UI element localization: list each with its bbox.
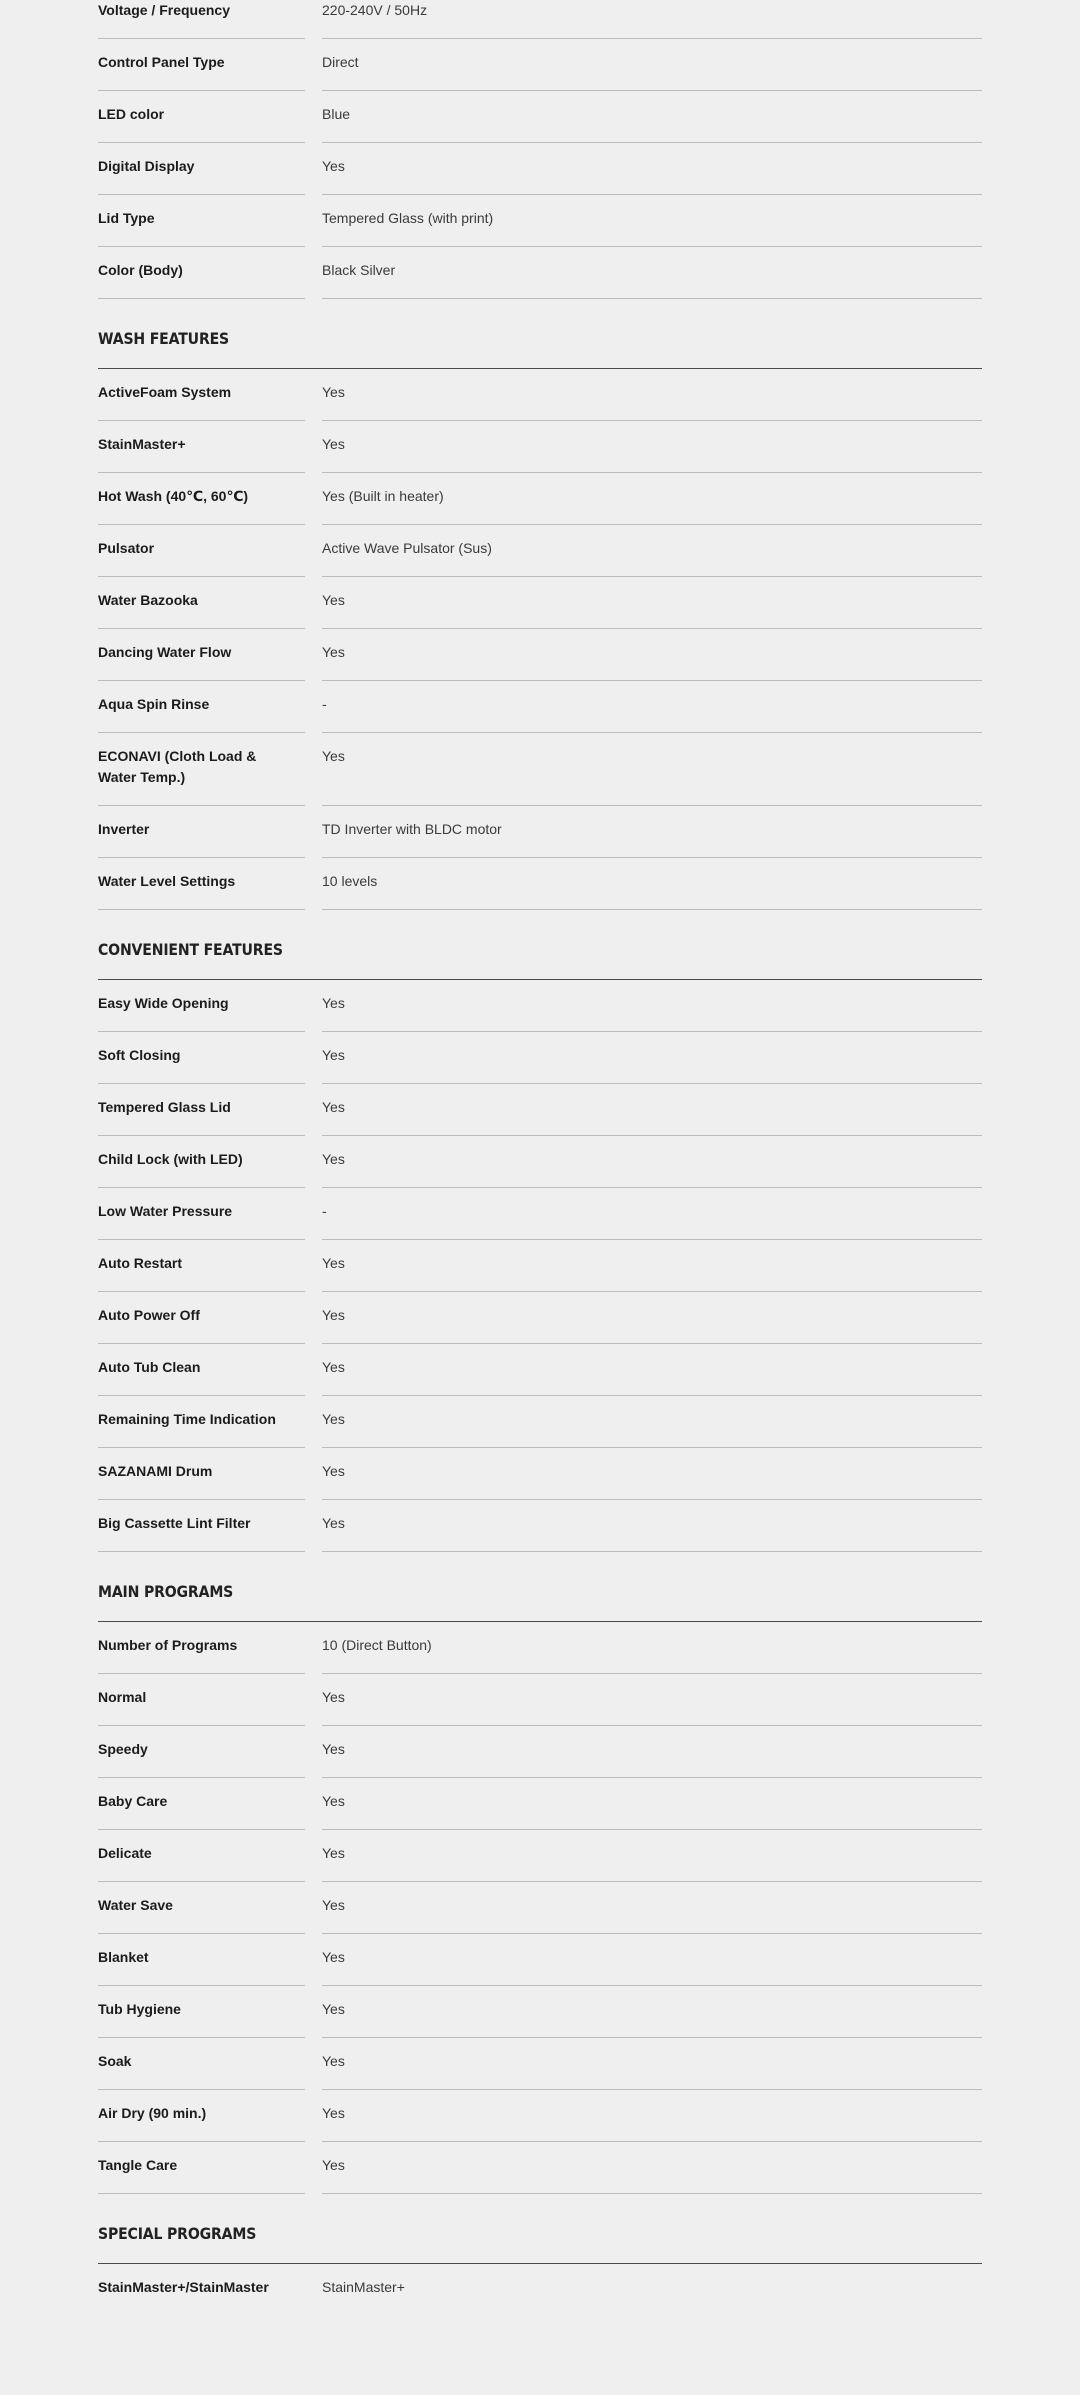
spec-value: Yes bbox=[322, 1895, 982, 1934]
spec-label: Aqua Spin Rinse bbox=[98, 694, 305, 733]
spec-row-digital-display bbox=[98, 143, 982, 195]
spec-value: Yes bbox=[322, 1149, 982, 1188]
spec-row-control-panel bbox=[98, 39, 982, 91]
spec-label: Control Panel Type bbox=[98, 52, 305, 91]
spec-row-normal bbox=[98, 1674, 982, 1726]
spec-value: Active Wave Pulsator (Sus) bbox=[322, 538, 982, 577]
spec-value: Yes bbox=[322, 1947, 982, 1986]
spec-value: Tempered Glass (with print) bbox=[322, 208, 982, 247]
spec-row-water-bazooka bbox=[98, 577, 982, 629]
spec-value: Yes bbox=[322, 1513, 982, 1552]
spec-row-sazanami-drum bbox=[98, 1448, 982, 1500]
spec-label: Dancing Water Flow bbox=[98, 642, 305, 681]
spec-row-low-water-pressure bbox=[98, 1188, 982, 1240]
spec-value: TD Inverter with BLDC motor bbox=[322, 819, 982, 858]
spec-label: Auto Tub Clean bbox=[98, 1357, 305, 1396]
spec-label: Easy Wide Opening bbox=[98, 993, 305, 1032]
spec-label: StainMaster+ bbox=[98, 434, 305, 473]
spec-row-baby-care bbox=[98, 1778, 982, 1830]
spec-label: Air Dry (90 min.) bbox=[98, 2103, 305, 2142]
spec-row-easy-wide-opening bbox=[98, 980, 982, 1032]
spec-row-econavi bbox=[98, 733, 982, 806]
spec-label: Water Bazooka bbox=[98, 590, 305, 629]
spec-value: Black Silver bbox=[322, 260, 982, 299]
spec-row-stainmaster-special bbox=[98, 2264, 982, 2316]
section-heading: CONVENIENT FEATURES bbox=[98, 940, 283, 959]
spec-label: Baby Care bbox=[98, 1791, 305, 1830]
spec-value: Yes bbox=[322, 590, 982, 629]
spec-row-speedy bbox=[98, 1726, 982, 1778]
spec-row-tub-hygiene bbox=[98, 1986, 982, 2038]
section-heading: MAIN PROGRAMS bbox=[98, 1582, 234, 1601]
spec-row-inverter bbox=[98, 806, 982, 858]
spec-row-air-dry bbox=[98, 2090, 982, 2142]
spec-value: Yes bbox=[322, 1739, 982, 1778]
spec-value: 10 levels bbox=[322, 871, 982, 910]
spec-label: Tempered Glass Lid bbox=[98, 1097, 305, 1136]
spec-label: ECONAVI (Cloth Load & Water Temp.) bbox=[98, 746, 305, 806]
spec-row-number-of-programs bbox=[98, 1622, 982, 1674]
section-heading-wrap bbox=[98, 910, 982, 980]
spec-label: Color (Body) bbox=[98, 260, 305, 299]
spec-section-special-programs bbox=[98, 2194, 982, 2316]
spec-value: Yes bbox=[322, 746, 982, 806]
spec-label: ActiveFoam System bbox=[98, 382, 305, 421]
spec-value: Yes bbox=[322, 1791, 982, 1830]
spec-row-lid-type bbox=[98, 195, 982, 247]
spec-label: Lid Type bbox=[98, 208, 305, 247]
spec-label: Low Water Pressure bbox=[98, 1201, 305, 1240]
spec-label: Hot Wash (40℃, 60℃) bbox=[98, 486, 305, 525]
spec-value: Yes bbox=[322, 993, 982, 1032]
spec-label: Tangle Care bbox=[98, 2155, 305, 2194]
spec-row-lint-filter bbox=[98, 1500, 982, 1552]
spec-value: Yes bbox=[322, 1687, 982, 1726]
section-heading-wrap bbox=[98, 2194, 982, 2264]
spec-label: Digital Display bbox=[98, 156, 305, 195]
spec-section-wash-features bbox=[98, 299, 982, 910]
spec-row-auto-power-off bbox=[98, 1292, 982, 1344]
section-heading: SPECIAL PROGRAMS bbox=[98, 2224, 257, 2243]
spec-section-main-programs bbox=[98, 1552, 982, 2194]
spec-label: Number of Programs bbox=[98, 1635, 305, 1674]
spec-value: Yes bbox=[322, 2051, 982, 2090]
spec-row-dancing-water bbox=[98, 629, 982, 681]
spec-value: Yes bbox=[322, 156, 982, 195]
section-heading-wrap bbox=[98, 1552, 982, 1622]
spec-label: Auto Power Off bbox=[98, 1305, 305, 1344]
spec-label: Child Lock (with LED) bbox=[98, 1149, 305, 1188]
spec-row-delicate bbox=[98, 1830, 982, 1882]
spec-row-soak bbox=[98, 2038, 982, 2090]
spec-label: Normal bbox=[98, 1687, 305, 1726]
spec-section-general bbox=[98, 0, 982, 299]
spec-label: Pulsator bbox=[98, 538, 305, 577]
spec-label: Big Cassette Lint Filter bbox=[98, 1513, 305, 1552]
spec-value: Yes bbox=[322, 1461, 982, 1500]
spec-row-tempered-glass-lid bbox=[98, 1084, 982, 1136]
spec-row-activefoam bbox=[98, 369, 982, 421]
spec-row-color-body bbox=[98, 247, 982, 299]
spec-value: Yes bbox=[322, 1409, 982, 1448]
spec-section-convenient-features bbox=[98, 910, 982, 1552]
spec-label: Soft Closing bbox=[98, 1045, 305, 1084]
spec-value: StainMaster+ bbox=[322, 2279, 405, 2295]
spec-value: Yes bbox=[322, 1097, 982, 1136]
spec-value: Yes bbox=[322, 1357, 982, 1396]
spec-label: Water Level Settings bbox=[98, 871, 305, 910]
spec-label: Speedy bbox=[98, 1739, 305, 1778]
spec-row-stainmaster bbox=[98, 421, 982, 473]
spec-value: 10 (Direct Button) bbox=[322, 1635, 982, 1674]
section-heading: WASH FEATURES bbox=[98, 329, 230, 348]
spec-label: Blanket bbox=[98, 1947, 305, 1986]
spec-value: - bbox=[322, 694, 982, 733]
spec-row-remaining-time bbox=[98, 1396, 982, 1448]
spec-value: Yes bbox=[322, 382, 982, 421]
spec-value: Yes bbox=[322, 1253, 982, 1292]
spec-label: Delicate bbox=[98, 1843, 305, 1882]
spec-value: Yes (Built in heater) bbox=[322, 486, 982, 525]
spec-row-pulsator bbox=[98, 525, 982, 577]
spec-row-water-save bbox=[98, 1882, 982, 1934]
spec-value: Yes bbox=[322, 2155, 982, 2194]
spec-value: Yes bbox=[322, 1999, 982, 2038]
spec-value: Yes bbox=[322, 1305, 982, 1344]
spec-label: Inverter bbox=[98, 819, 305, 858]
spec-row-auto-tub-clean bbox=[98, 1344, 982, 1396]
spec-value: Yes bbox=[322, 2103, 982, 2142]
spec-value: Yes bbox=[322, 1045, 982, 1084]
spec-row-aqua-spin bbox=[98, 681, 982, 733]
spec-label: Tub Hygiene bbox=[98, 1999, 305, 2038]
spec-label: Voltage / Frequency bbox=[98, 0, 305, 39]
spec-row-auto-restart bbox=[98, 1240, 982, 1292]
spec-row-water-level bbox=[98, 858, 982, 910]
section-heading-wrap bbox=[98, 299, 982, 369]
spec-label: Remaining Time Indication bbox=[98, 1409, 305, 1448]
spec-table bbox=[98, 0, 982, 2316]
spec-label: Auto Restart bbox=[98, 1253, 305, 1292]
spec-value: Direct bbox=[322, 52, 982, 91]
spec-row-hot-wash bbox=[98, 473, 982, 525]
spec-value: Yes bbox=[322, 1843, 982, 1882]
spec-label: Water Save bbox=[98, 1895, 305, 1934]
spec-label: LED color bbox=[98, 104, 305, 143]
spec-value: Yes bbox=[322, 434, 982, 473]
spec-value: 220-240V / 50Hz bbox=[322, 0, 982, 39]
spec-row-soft-closing bbox=[98, 1032, 982, 1084]
spec-value: - bbox=[322, 1201, 982, 1240]
spec-value: Blue bbox=[322, 104, 982, 143]
spec-row-voltage bbox=[98, 0, 982, 39]
spec-label: SAZANAMI Drum bbox=[98, 1461, 305, 1500]
spec-row-led-color bbox=[98, 91, 982, 143]
spec-label: Soak bbox=[98, 2051, 305, 2090]
spec-label: StainMaster+/StainMaster bbox=[98, 2279, 269, 2295]
spec-row-child-lock bbox=[98, 1136, 982, 1188]
spec-row-tangle-care bbox=[98, 2142, 982, 2194]
spec-value: Yes bbox=[322, 642, 982, 681]
spec-row-blanket bbox=[98, 1934, 982, 1986]
